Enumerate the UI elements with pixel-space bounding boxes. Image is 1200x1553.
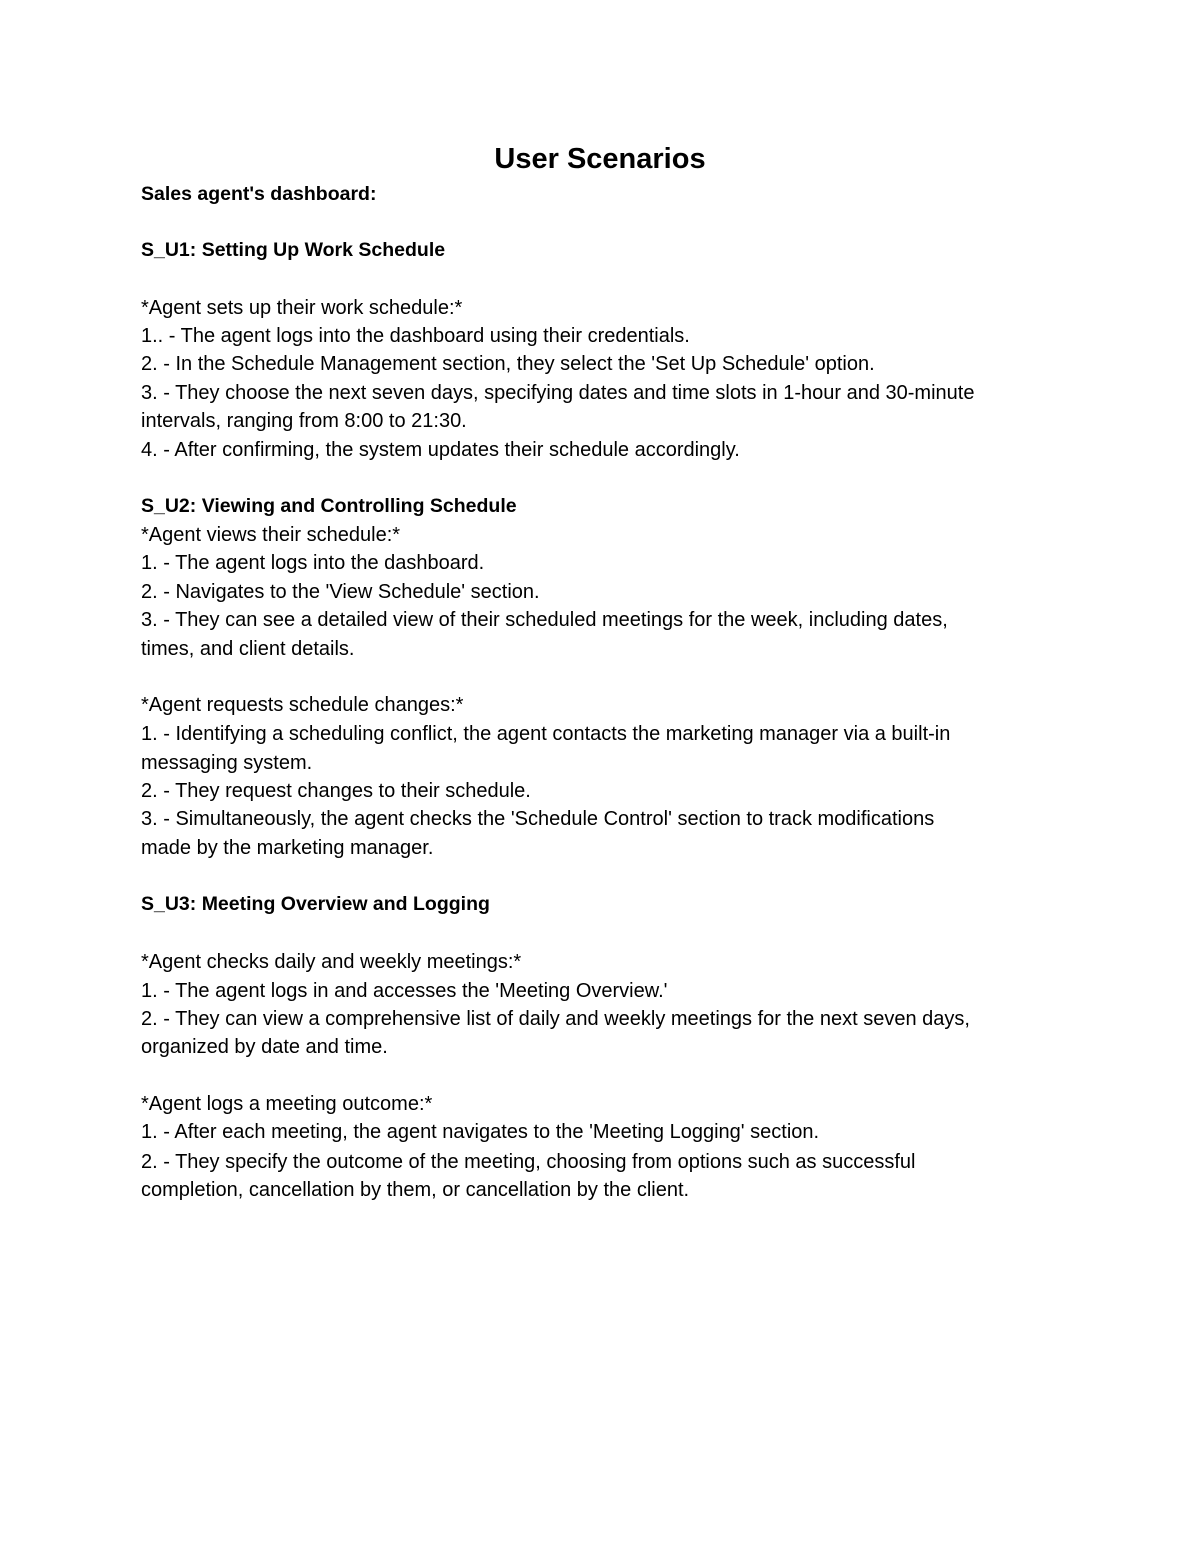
step-line: intervals, ranging from 8:00 to 21:30.: [141, 410, 467, 432]
step-line: 1. - Identifying a scheduling conflict, the agent contacts the marketing manager via a built-in: [141, 723, 951, 745]
step-line: 2. - They specify the outcome of the meeting, choosing from options such as successful: [141, 1151, 916, 1173]
step-line: 3. - They choose the next seven days, specifying dates and time slots in 1-hour and 30-minute: [141, 382, 975, 404]
scenario-intro: *Agent logs a meeting outcome:*: [141, 1093, 433, 1115]
section-heading-s-u3: S_U3: Meeting Overview and Logging: [141, 893, 490, 915]
scenario-intro: *Agent sets up their work schedule:*: [141, 297, 463, 319]
step-line: 2. - In the Schedule Management section, they select the 'Set Up Schedule' option.: [141, 353, 875, 375]
step-line: messaging system.: [141, 752, 313, 774]
step-line: 1. - The agent logs into the dashboard.: [141, 552, 485, 574]
section-heading-s-u2: S_U2: Viewing and Controlling Schedule: [141, 495, 517, 517]
step-line: 2. - Navigates to the 'View Schedule' section.: [141, 581, 540, 603]
step-line: 3. - They can see a detailed view of their scheduled meetings for the week, including dates,: [141, 609, 948, 631]
scenario-intro: *Agent views their schedule:*: [141, 524, 401, 546]
page-title: User Scenarios: [494, 143, 706, 175]
document-subtitle: Sales agent's dashboard:: [141, 183, 377, 205]
step-line: 4. - After confirming, the system updates their schedule accordingly.: [141, 439, 740, 461]
section-heading-s-u1: S_U1: Setting Up Work Schedule: [141, 239, 446, 261]
scenario-intro: *Agent requests schedule changes:*: [141, 694, 464, 716]
step-line: 3. - Simultaneously, the agent checks the 'Schedule Control' section to track modifications: [141, 808, 935, 830]
step-line: 2. - They can view a comprehensive list of daily and weekly meetings for the next seven days,: [141, 1008, 970, 1030]
step-line: 2. - They request changes to their schedule.: [141, 780, 531, 802]
step-line: completion, cancellation by them, or cancellation by the client.: [141, 1179, 690, 1201]
step-line: 1. - After each meeting, the agent navigates to the 'Meeting Logging' section.: [141, 1121, 820, 1143]
step-line: times, and client details.: [141, 638, 355, 660]
step-line: 1. - The agent logs in and accesses the 'Meeting Overview.': [141, 980, 668, 1002]
scenario-intro: *Agent checks daily and weekly meetings:*: [141, 951, 522, 973]
step-line: made by the marketing manager.: [141, 837, 434, 859]
step-line: 1.. - The agent logs into the dashboard using their credentials.: [141, 325, 690, 347]
step-line: organized by date and time.: [141, 1036, 388, 1058]
